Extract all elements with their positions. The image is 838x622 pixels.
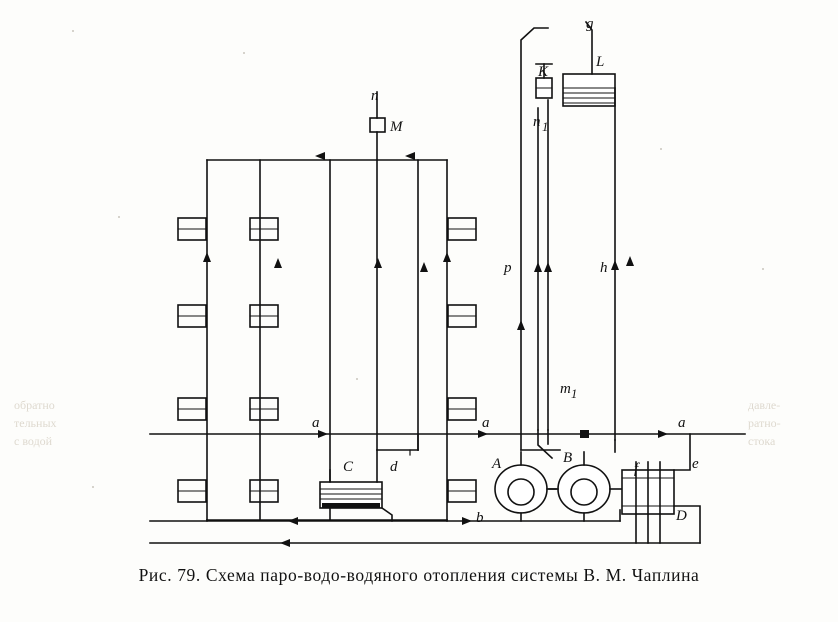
ghost-marginalia: давле- [748,398,781,412]
paper-speck [92,486,94,488]
paper-speck [72,30,74,32]
radiator-group-left [178,218,206,502]
valve-M-body [370,118,385,132]
label-K: K [538,64,549,80]
arrow [420,262,428,272]
arrow [318,430,328,438]
radiator-group-right [448,218,476,502]
label-A: A [492,456,502,472]
figure-caption: Рис. 79. Схема паро-водо-водяного отопления системы В. М. Чаплина [138,565,700,585]
label-B: B [563,450,573,466]
label-e: e [692,456,699,472]
ghost-marginalia: обратно [14,398,55,412]
arrow [405,152,415,160]
label-a-left: a [312,415,320,431]
arrow [478,430,488,438]
arrow [534,262,542,272]
boiler-return-link [382,508,392,521]
paper-speck [356,378,358,380]
label-L: L [596,54,605,70]
label-f: f [634,461,639,477]
tank-L-body [563,74,615,106]
diagram-labels [312,16,699,526]
arrow [611,260,619,270]
paper-speck [762,268,764,270]
label-D: D [676,508,687,524]
pump-B-impeller [571,479,597,505]
boiler-fire [322,503,380,508]
label-n1: n [533,114,541,130]
paper-speck [118,216,120,218]
radiator-group-left-inner [250,218,278,502]
label-h: h [600,260,608,276]
label-g: g [586,16,594,32]
valve-marker [580,430,589,438]
label-m1-sub: 1 [571,387,578,401]
label-a-right: a [678,415,686,431]
arrow [374,258,382,268]
arrow [517,320,525,330]
arrow [203,252,211,262]
label-M: M [390,119,403,135]
pipe-e-line [674,434,690,470]
ghost-marginalia: тельных [14,416,57,430]
ghost-marginalia: стока [748,434,776,448]
label-n: n [371,88,379,104]
label-m1: m [560,381,571,397]
label-a-mid: a [482,415,490,431]
label-n1-sub: 1 [542,120,549,134]
label-b: b [476,510,484,526]
arrow [274,258,282,268]
arrow [462,517,472,525]
paper-speck [660,148,662,150]
arrow [544,262,552,272]
arrow [315,152,325,160]
label-d: d [390,459,398,475]
ghost-marginalia: ратно- [748,416,781,430]
arrow [658,430,668,438]
paper-speck [243,52,245,54]
arrow [443,252,451,262]
label-p: p [504,260,512,276]
arrow [626,256,634,266]
label-C: C [343,459,354,475]
arrow [280,539,290,547]
pump-A-impeller [508,479,534,505]
ghost-marginalia: с водой [14,434,53,448]
arrow [288,517,298,525]
